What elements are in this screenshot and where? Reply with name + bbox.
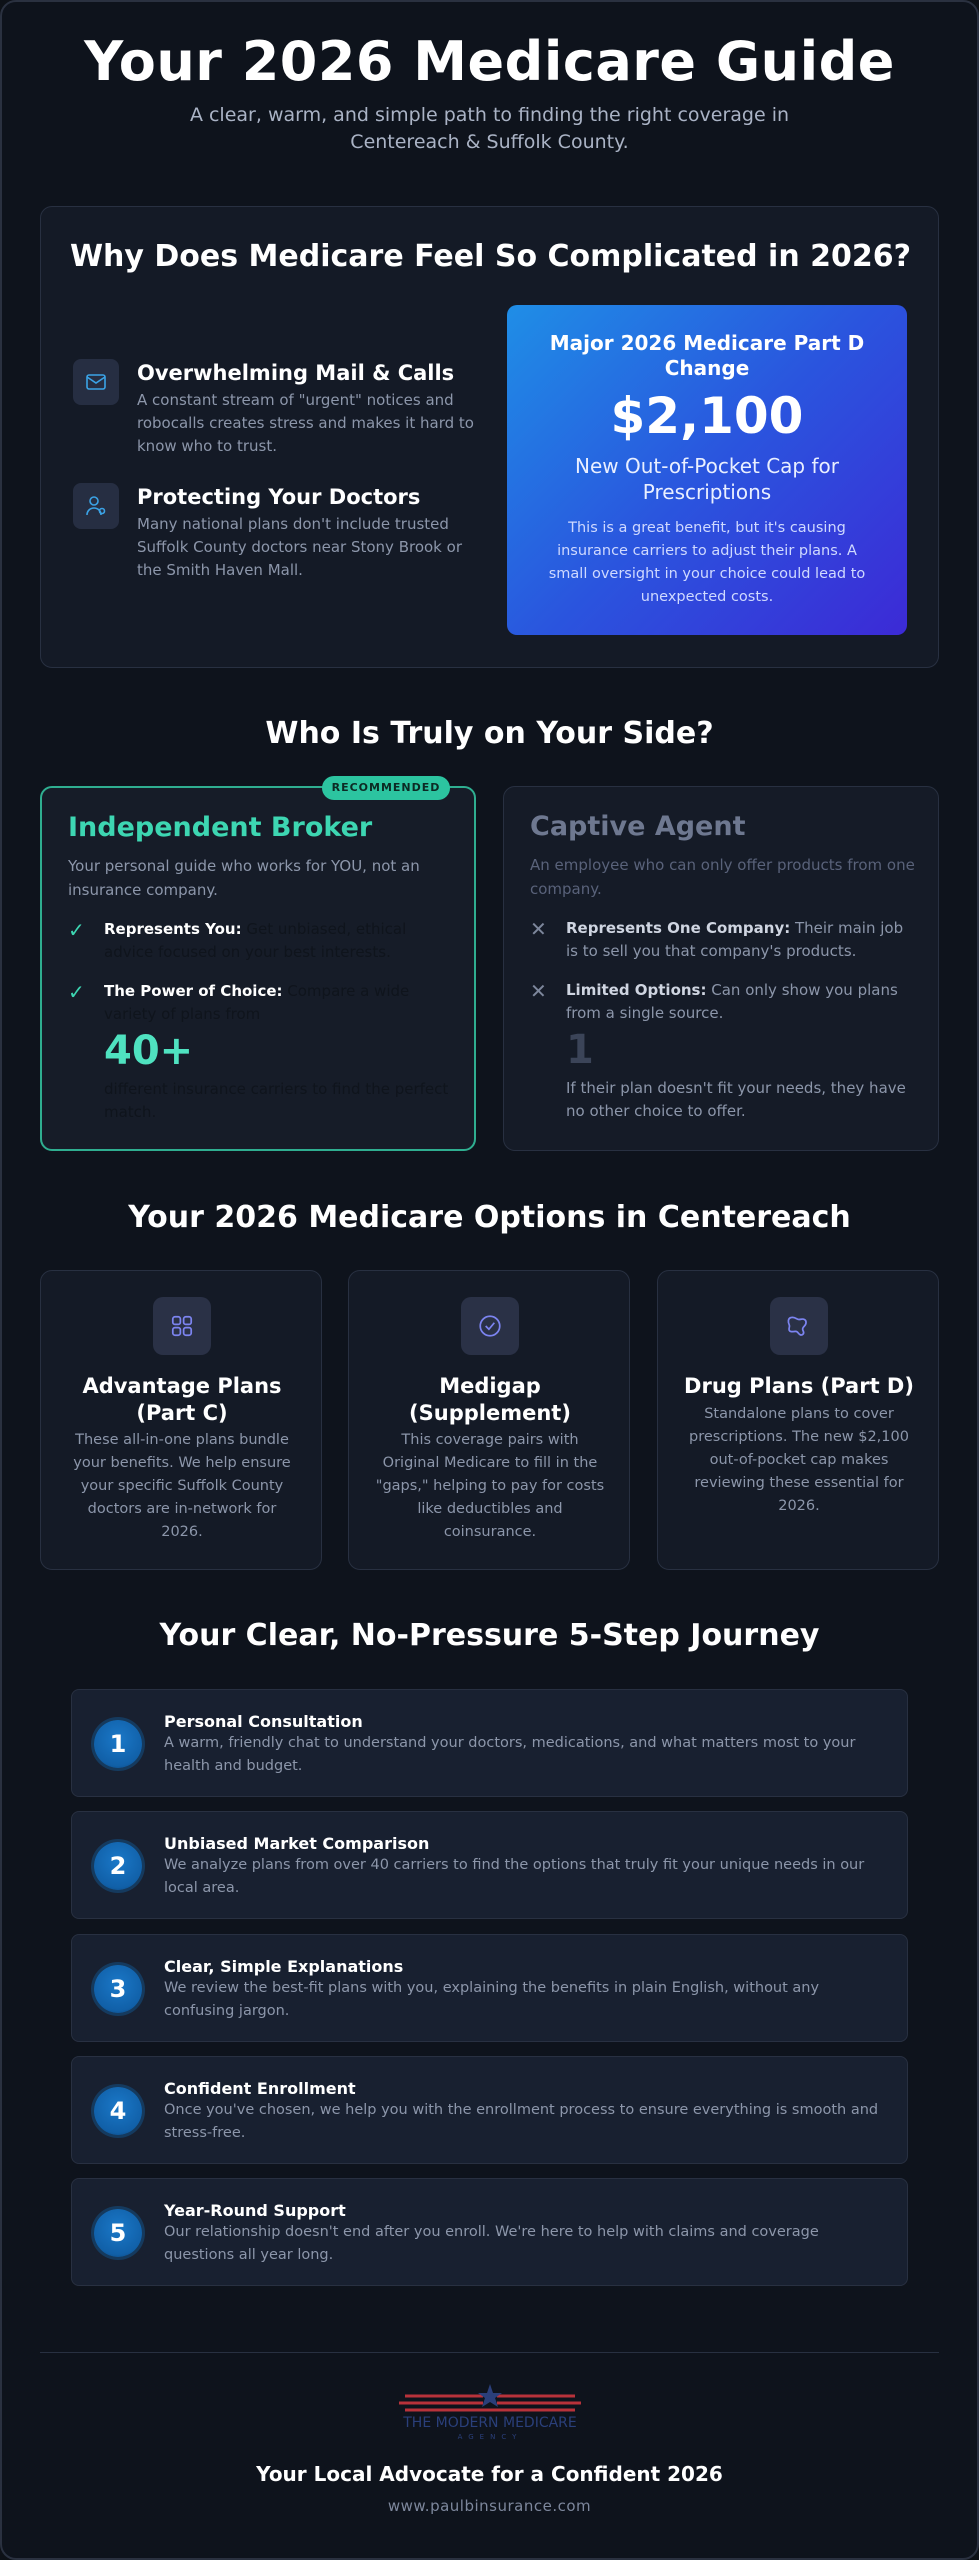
step-number: 2: [94, 1842, 142, 1890]
point-text: Get unbiased, ethical advice focused on your best interests.: [104, 920, 407, 961]
issue-title: Overwhelming Mail & Calls: [137, 361, 455, 385]
step-text: A warm, friendly chat to understand your doctors, medications, and what matters most to your health and budget.: [164, 1735, 856, 1774]
mail-icon: [73, 359, 119, 405]
section-title: Why Does Medicare Feel So Complicated in 2026?: [69, 239, 912, 274]
footer-title: Your Local Advocate for a Confident 2026: [256, 2462, 723, 2486]
company-caption: If their plan doesn't fit your needs, they have no other choice to offer.: [566, 1079, 906, 1120]
option-title: Advantage Plans (Part C): [82, 1374, 282, 1425]
x-icon: ✕: [530, 917, 547, 941]
options-section-title: Your 2026 Medicare Options in Centereach: [128, 1200, 851, 1235]
check-circle-icon: [461, 1297, 519, 1355]
company-count: 1: [566, 1027, 594, 1073]
check-icon: ✓: [68, 980, 85, 1004]
point-text: Compare a wide variety of plans from: [104, 982, 410, 1023]
website-link[interactable]: www.paulbinsurance.com: [387, 2497, 592, 2515]
doctor-icon: [73, 483, 119, 529]
option-text: This coverage pairs with Original Medicare to fill in the "gaps," helping to pay for costs like deductibles and coinsurance.: [375, 1432, 605, 1540]
step-title: Year-Round Support: [164, 2201, 346, 2220]
step-number: 3: [94, 1965, 142, 2013]
option-card-medigap: [348, 1270, 630, 1570]
step-title: Personal Consultation: [164, 1712, 363, 1731]
journey-step: [71, 2056, 908, 2164]
captive-title: Captive Agent: [530, 811, 746, 842]
point-bold: Represents You:: [104, 920, 242, 938]
option-card-part-d: [657, 1270, 939, 1570]
step-number: 5: [94, 2209, 142, 2257]
journey-step: [71, 1811, 908, 1919]
broker-title: Independent Broker: [68, 812, 373, 843]
highlight-label: New Out-of-Pocket Cap for Prescriptions: [575, 454, 839, 504]
option-text: These all-in-one plans bundle your benefits. We help ensure your specific Suffolk County doctors are in-network for 2026.: [73, 1432, 291, 1540]
agency-logo: [395, 2382, 585, 2442]
option-card-advantage: [40, 1270, 322, 1570]
footer-divider: [40, 2352, 939, 2353]
highlight-amount: $2,100: [610, 387, 804, 445]
issue-text: Many national plans don't include trusted Suffolk County doctors near Stony Brook or the Smith Haven Mall.: [137, 515, 462, 579]
step-text: We analyze plans from over 40 carriers to find the options that truly fit your unique needs in our local area.: [164, 1857, 865, 1896]
broker-desc: Your personal guide who works for YOU, not an insurance company.: [68, 857, 420, 899]
complication-section: [40, 206, 939, 668]
option-title: Drug Plans (Part D): [684, 1374, 914, 1398]
carrier-count: 40+: [104, 1028, 194, 1074]
point-bold: Limited Options:: [566, 981, 707, 999]
step-text: Once you've chosen, we help you with the enrollment process to ensure everything is smooth and stress-free.: [164, 2102, 879, 2141]
independent-broker-card: [40, 781, 476, 1151]
option-text: Standalone plans to cover prescriptions. The new $2,100 out-of-pocket cap makes reviewing these essential for 2026.: [689, 1406, 909, 1514]
step-text: We review the best-fit plans with you, explaining the benefits in plain English, without any confusing jargon.: [164, 1980, 820, 2019]
journey-step: [71, 2178, 908, 2286]
step-number: 4: [94, 2087, 142, 2135]
step-title: Confident Enrollment: [164, 2079, 356, 2098]
issue-title: Protecting Your Doctors: [137, 485, 421, 509]
issue-mail-calls: [73, 359, 483, 459]
side-section-title: Who Is Truly on Your Side?: [265, 716, 714, 751]
part-d-highlight-card: [507, 305, 907, 635]
journey-step: [71, 1689, 908, 1797]
option-title: Medigap (Supplement): [409, 1374, 571, 1425]
issue-doctors: [73, 483, 483, 583]
step-title: Clear, Simple Explanations: [164, 1957, 404, 1976]
point-bold: The Power of Choice:: [104, 982, 283, 1000]
captive-agent-card: [503, 786, 939, 1151]
page-subtitle: A clear, warm, and simple path to finding the right coverage in Centereach & Suffolk County.: [189, 104, 790, 153]
carrier-caption: different insurance carriers to find the perfect match.: [104, 1080, 449, 1121]
page-title: Your 2026 Medicare Guide: [84, 30, 895, 93]
step-number: 1: [94, 1720, 142, 1768]
grid-icon: [153, 1297, 211, 1355]
logo-text: THE MODERN MEDICARE: [403, 2415, 577, 2431]
logo-subtext: AGENCY: [457, 2433, 523, 2441]
step-text: Our relationship doesn't end after you enroll. We're here to help with claims and coverage questions all year long.: [164, 2224, 819, 2263]
recommended-badge: RECOMMENDED: [322, 776, 450, 800]
journey-step: [71, 1934, 908, 2042]
step-title: Unbiased Market Comparison: [164, 1834, 430, 1853]
issue-text: A constant stream of "urgent" notices and robocalls creates stress and makes it hard to know who to trust.: [137, 391, 474, 455]
highlight-note: This is a great benefit, but it's causing insurance carriers to adjust their plans. A small oversight in your choice could lead to unexpected costs.: [548, 520, 866, 605]
captive-desc: An employee who can only offer products from one company.: [530, 856, 915, 898]
point-text: Can only show you plans from a single source.: [566, 981, 898, 1022]
check-icon: ✓: [68, 918, 85, 942]
point-text: Their main job is to sell you that company's products.: [566, 919, 904, 960]
x-icon: ✕: [530, 979, 547, 1003]
pill-icon: [770, 1297, 828, 1355]
point-bold: Represents One Company:: [566, 919, 791, 937]
highlight-title: Major 2026 Medicare Part D Change: [549, 331, 865, 380]
journey-section-title: Your Clear, No-Pressure 5-Step Journey: [159, 1618, 820, 1653]
